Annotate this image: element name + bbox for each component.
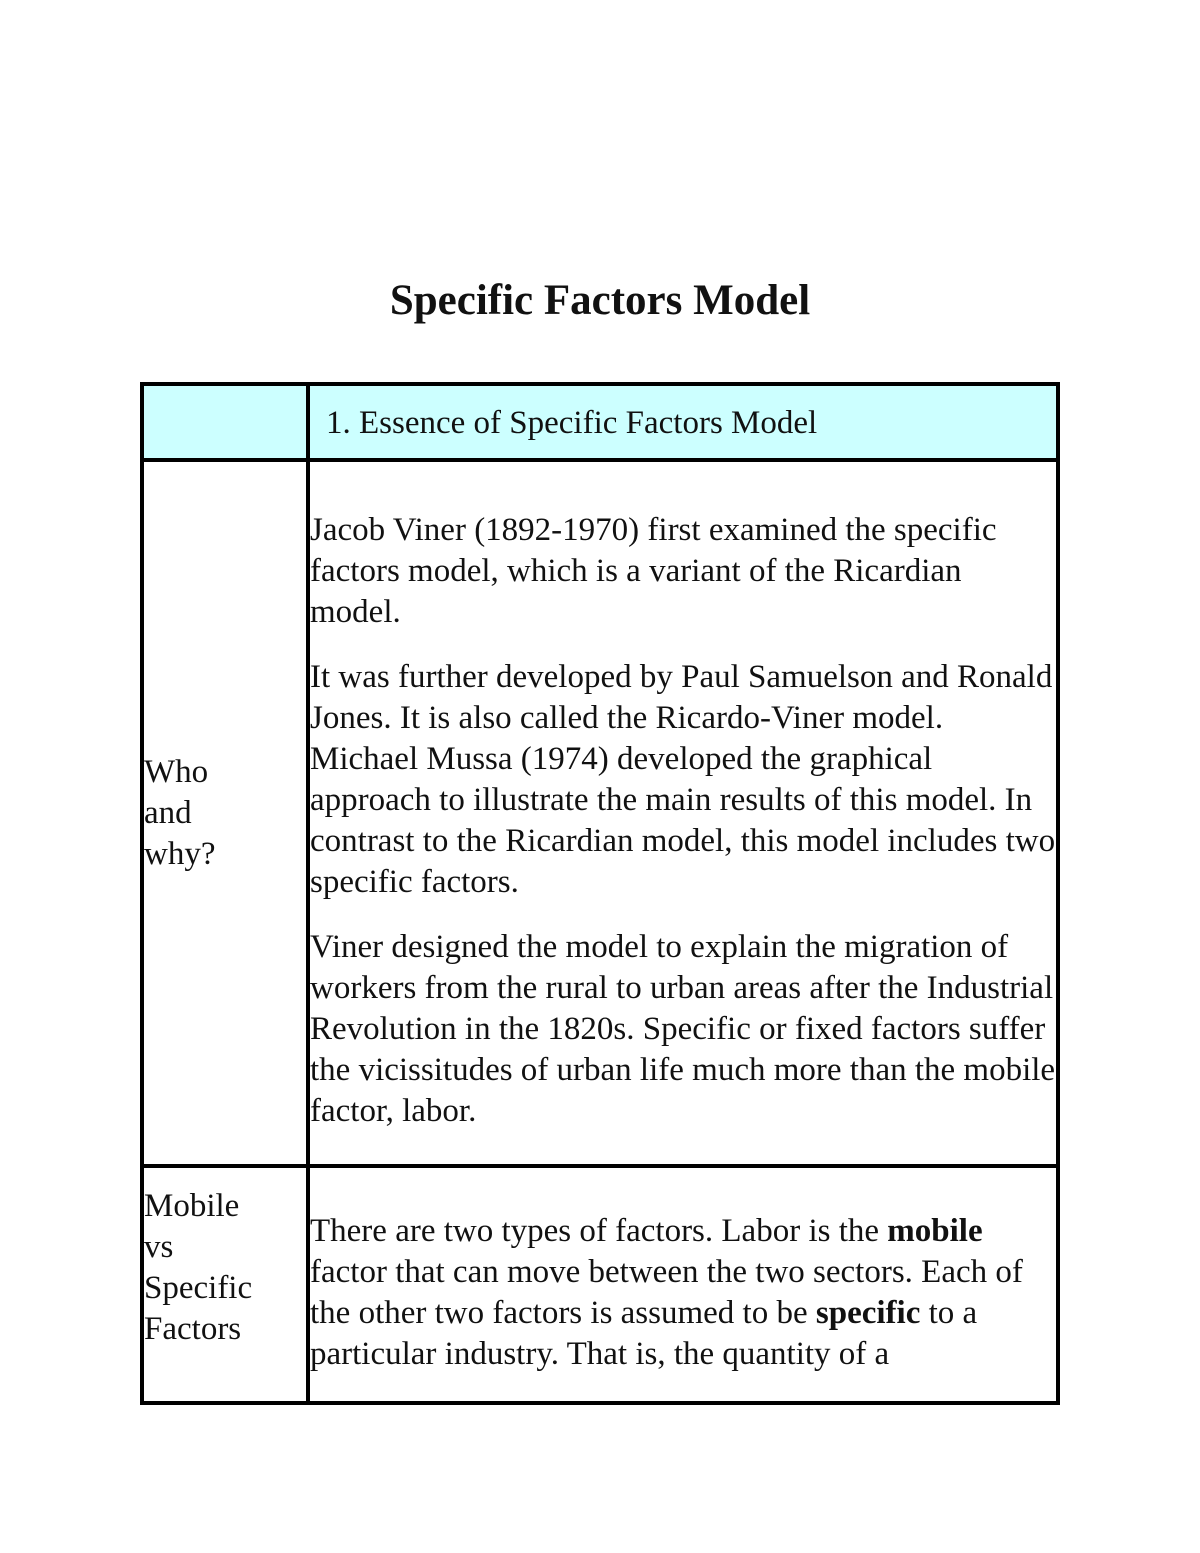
table-row [142, 1166, 1058, 1403]
paragraph: Jacob Viner (1892-1970) first examined the specific factors model, which is a variant of the Ricardian model. [310, 512, 997, 630]
text-run: to a particular industry. That is, the quantity of a [310, 1295, 978, 1372]
row-body-who-and-why [308, 460, 1058, 1166]
text-run: There are two types of factors. Labor is the [310, 1213, 888, 1249]
row-label-mobile-vs-specific [142, 1166, 308, 1403]
header-left-cell [142, 384, 308, 460]
bold-term-specific: specific [815, 1295, 921, 1331]
table-row [142, 460, 1058, 1166]
row-body-mobile-vs-specific [308, 1166, 1058, 1403]
row-label-who-and-why [142, 460, 308, 1166]
bold-term-mobile: mobile [887, 1213, 983, 1249]
content-table [140, 382, 1060, 1405]
row-label-text: Mobile vs Specific Factors [144, 1188, 253, 1347]
page-title: Specific Factors Model [389, 277, 811, 324]
table-header-row [142, 384, 1058, 460]
paragraph [310, 1211, 1056, 1375]
text-run: factor that can move between the two sectors. Each of the other two factors is assumed to be [310, 1254, 1023, 1331]
section-heading: 1. Essence of Specific Factors Model [326, 405, 818, 441]
paragraph: Viner designed the model to explain the migration of workers from the rural to urban areas after the Industrial Revolution in the 1820s. Specific or fixed factors suffer the vicissitudes of urban life much more than the mobile factor, labor. [310, 929, 1056, 1129]
header-right-cell [308, 384, 1058, 460]
row-label-text: Who and why? [144, 753, 216, 872]
paragraph: It was further developed by Paul Samuelson and Ronald Jones. It is also called the Ricardo-Viner model. Michael Mussa (1974) developed the graphical approach to illustrate the main results of this model. In contrast to the Ricardian model, this model includes two specific factors. [310, 659, 1056, 900]
